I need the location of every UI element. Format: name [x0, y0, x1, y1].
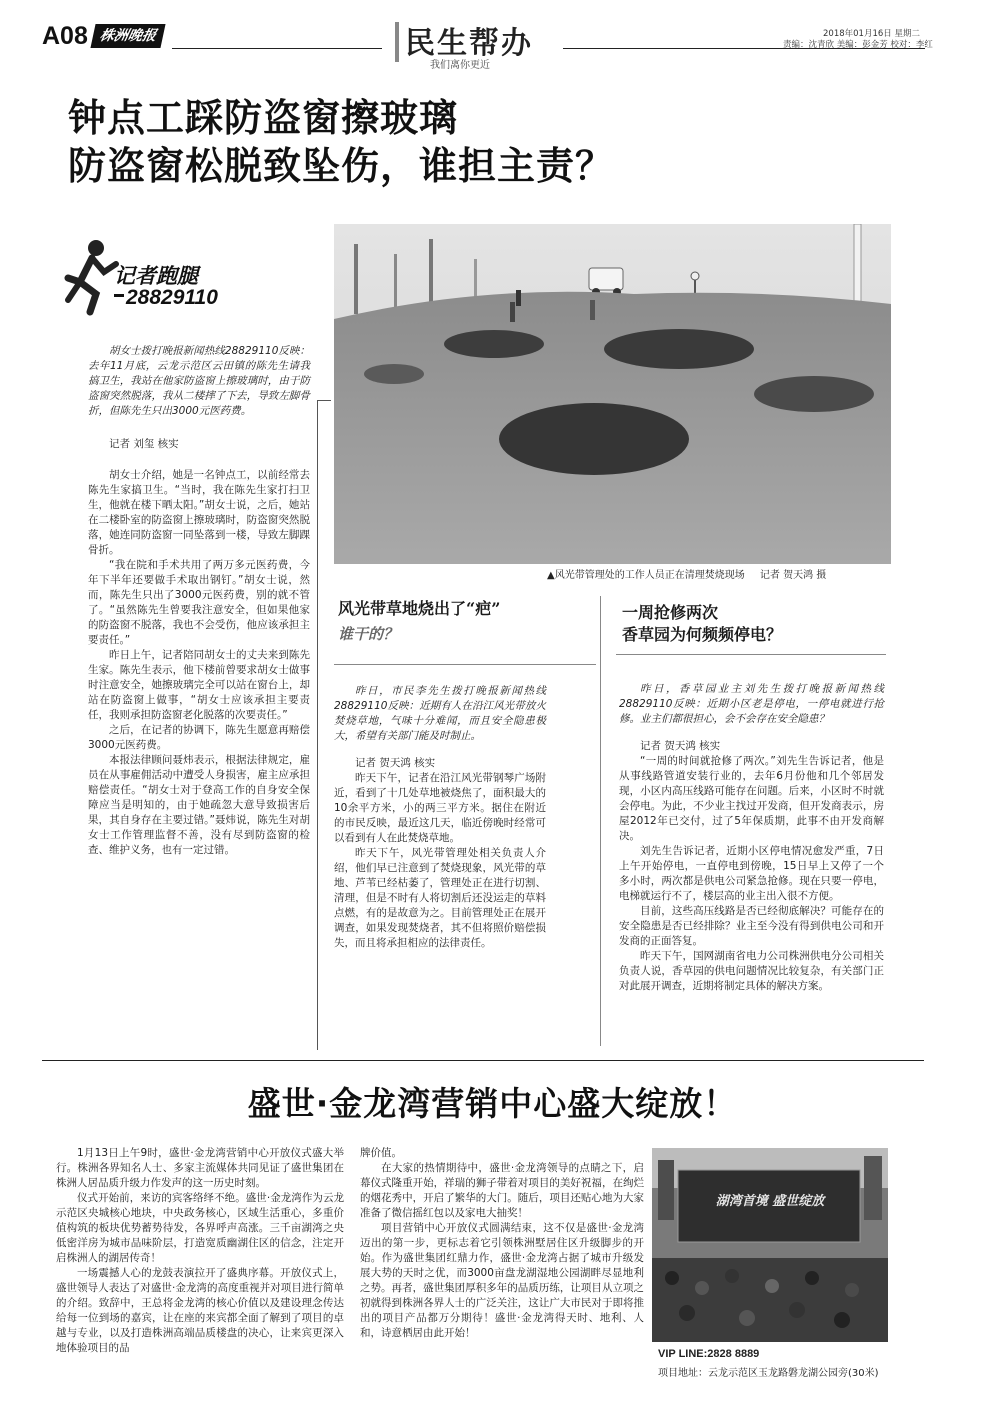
- headline-line-1: 钟点工踩防盗窗擦玻璃: [68, 96, 459, 140]
- article-2-title: 风光带草地烧出了“疤”: [338, 599, 501, 618]
- article-2-paragraph: 昨天下午，风光带管理处相关负责人介绍，他们早已注意到了焚烧现象，风光带的草地、芦苇已经枯萎了，管理处正在进行切割、清理，但是不时有人将切割后还没运走的草料点燃，有的是故意为之。目前管理处正在展开调查，如果发现焚烧者，其不但将照价赔偿损失，而且将承担相应的法律责任。: [334, 847, 546, 949]
- photo-credit: 记者 贺天鸿 摄: [759, 570, 827, 581]
- article-3-lead: 昨日，香草园业主刘先生拨打晚报新闻热线28829110反映：近期小区老是停电，一停电就进行抢修。业主们都很担心，会不会存在安全隐患？: [619, 683, 884, 725]
- section-slogan: 我们离你更近: [430, 60, 490, 71]
- article-3: [619, 682, 884, 994]
- article-3-title-line-2: 香草园为何频频停电？: [622, 625, 783, 644]
- ad-paragraph: 仪式开始前，来访的宾客络绎不绝。盛世·金龙湾作为云龙示范区央城核心地块，中央政务核心，区域生活重心，多重价值构筑的板块优势蓄势待发，各界呼声高涨。三千亩湖湾之央低密洋房为城市品味阶层，打造宽质幽湖住区的信念，注定开启株洲人的湖居传奇！: [56, 1192, 344, 1264]
- article-3-paragraph: 目前，这些高压线路是否已经彻底解决？可能存在的安全隐患是否已经排除？业主至今没有得到供电公司和开发商的正面答复。: [619, 905, 884, 947]
- article-2-byline: 记者 贺天鸿 核实: [355, 757, 436, 769]
- section-title: 民生帮办: [405, 26, 533, 61]
- reporter-logo-bar: [114, 294, 124, 297]
- article-1-paragraph: 胡女士介绍，她是一名钟点工，以前经常去陈先生家搞卫生。“当时，我在陈先生家打扫卫生，他就在楼下晒太阳。”胡女士说，之后，她站在二楼卧室的防盗窗上擦玻璃时，防盗窗突然脱落，她连同防盗窗一同坠落到一楼，导致左脚踝骨折。: [88, 469, 310, 556]
- article-3-paragraph: 昨天下午，国网湖南省电力公司株洲供电分公司相关负责人说，香草园的供电问题情况比较复杂，有关部门正对此展开调查，近期将制定具体的解决方案。: [619, 950, 884, 992]
- editor-credits: 责编：沈青欣 美编：彭金芳 校对：李红: [783, 40, 933, 50]
- article-3-title-line-1: 一周抢修两次: [622, 603, 719, 622]
- column-divider-tick: [317, 400, 331, 401]
- article-1-paragraph: 昨日上午，记者陪同胡女士的丈夫来到陈先生家。陈先生表示，他下楼前曾要求胡女士做事时注意安全，她擦玻璃完全可以站在窗台上，却站在防盗窗上做事，“胡女士应该承担主要责任，我则承担防盗窗老化脱落的次要责任。”: [88, 649, 310, 721]
- article-1-lead: 胡女士拨打晚报新闻热线28829110反映：去年11月底，云龙示范区云田镇的陈先生请我搞卫生，我站在他家防盗窗上擦玻璃时，由于防盗窗突然脱落，我从二楼摔了下去，导致左脚骨折，但陈先生只出3000元医药费。: [88, 345, 310, 417]
- article-2-title-rule: [334, 664, 596, 665]
- article-3-title-rule: [616, 654, 886, 655]
- reporter-logo: [62, 238, 262, 316]
- section-bar: [395, 22, 399, 62]
- column-divider: [600, 596, 601, 1046]
- column-divider: [317, 400, 318, 1050]
- ad-address: 项目地址：云龙示范区玉龙路磐龙湖公园旁(30米): [658, 1368, 879, 1379]
- reporter-logo-hotline: 28829110: [126, 286, 218, 309]
- article-1-byline: 记者 刘玺 核实: [109, 438, 179, 450]
- runner-icon: [62, 238, 122, 316]
- burnt-grass-scene: [334, 224, 891, 564]
- issue-date: 2018年01月16日 星期二: [823, 29, 920, 39]
- ad-photo-banner: 湖湾首境 盛世绽放: [715, 1194, 825, 1209]
- ad-paragraph: 一场震撼人心的龙鼓表演拉开了盛典序幕。开放仪式上，盛世领导人表达了对盛世·金龙湾的高度重视并对项目进行简单的介绍。致辞中，王总将金龙湾的核心价值以及建设理念传达给每一位到场的嘉宾，让在座的来宾都全面了解到了项目的卓越与专业，以及打造株洲高端品质楼盘的决心，让来宾更深入地体验项目的品: [56, 1267, 344, 1354]
- header-rule-left: [172, 48, 382, 49]
- photo-caption: [547, 566, 826, 581]
- page-number: A08: [42, 22, 88, 50]
- burnt-grass-photo: [334, 224, 891, 564]
- ad-vip-line: VIP LINE:2828 8889: [658, 1348, 760, 1360]
- ad-paragraph: 项目营销中心开放仪式圆满结束，这不仅是盛世·金龙湾迈出的第一步，更标志着它引领株洲墅居住区升级脚步的开始。作为盛世集团红鼎力作，盛世·金龙湾占据了城市升级发展大势的天时之优，而3000亩盘龙湖湿地公园湖畔尽显地利之势。再者，盛世集团厚积多年的品质历练，让项目从立项之初就得到株洲各界人士的广泛关注，这让广大市民对于即将推出的项目产品都万分期待！盛世·金龙湾得天时、地利、人和，诗意栖居由此开始！: [360, 1222, 644, 1339]
- article-2-paragraph: 昨天下午，记者在沿江风光带钢琴广场附近，看到了十几处草地被烧焦了，面积最大的10余平方米，小的两三平方米。据住在附近的市民反映，最近这几天，临近傍晚时经常可以看到有人在此焚烧草地。: [334, 772, 546, 844]
- ad-column-2: [360, 1146, 644, 1341]
- headline-line-2: 防盗窗松脱致坠伤，谁担主责？: [68, 144, 615, 188]
- article-1-paragraph: 本报法律顾问聂炜表示，根据法律规定，雇员在从事雇佣活动中遭受人身损害，雇主应承担赔偿责任。“胡女士对于登高工作的自身安全保障应当是明知的，由于她疏忽大意导致损害后果，其自身存在主要过错。”聂炜说，陈先生对胡女士工作管理监督不善，没有尽到防盗窗的检查、维护义务，也有一定过错。: [88, 754, 310, 856]
- ad-paragraph: 1月13日上午9时，盛世·金龙湾营销中心开放仪式盛大举行。株洲各界知名人士、多家主流媒体共同见证了盛世集团在株洲人居品质升级力作发声的这一历史时刻。: [56, 1147, 344, 1189]
- ad-column-1: [56, 1146, 344, 1356]
- ad-paragraph: 牌价值。: [360, 1147, 402, 1159]
- article-2-subtitle: 谁干的？: [338, 625, 399, 643]
- ad-headline: 盛世·金龙湾营销中心盛大绽放！: [247, 1084, 738, 1123]
- article-2-title-block: [338, 598, 598, 644]
- page-header: [0, 0, 985, 72]
- ad-top-rule: [42, 1060, 924, 1061]
- article-3-paragraph: 刘先生告诉记者，近期小区停电情况愈发严重，7日上午开始停电，一直停电到傍晚，15日早上又停了一个多小时，两次都是供电公司紧急抢修。现在只要一停电，电梯就运行不了，楼层高的业主出入很不方便。: [619, 845, 884, 902]
- article-3-paragraph: “一周的时间就抢修了两次。”刘先生告诉记者，他是从事线路管道安装行业的，去年6月份他和几个邻居发现，小区内高压线路可能存在问题。后来，小区时不时就会停电。为此，不少业主找过开发商，但开发商表示，房屋2012年已交付，过了5年保质期，此事不由开发商解决。: [619, 755, 884, 842]
- reporter-logo-title: 记者跑腿: [114, 264, 198, 288]
- article-2: [334, 684, 546, 951]
- photo-caption-text: ▲风光带管理处的工作人员正在清理焚烧现场: [547, 570, 745, 581]
- article-2-lead: 昨日，市民李先生拨打晚报新闻热线28829110反映：近期有人在沿江风光带放火焚烧草地，气味十分难闻，而且安全隐患极大，希望有关部门能及时制止。: [334, 685, 546, 742]
- paper-logo: 株洲晚报: [90, 24, 165, 48]
- article-1: [88, 344, 310, 858]
- ad-event-photo: [652, 1148, 888, 1342]
- article-3-title-block: [622, 602, 892, 646]
- ad-paragraph: 在大家的热情期待中，盛世·金龙湾领导的点睛之下，启幕仪式隆重开始，祥瑞的狮子带着对项目的美好祝福，在绚烂的烟花秀中，开启了繁华的大门。随后，项目还贴心地为大家准备了微信摇红包以及家电大抽奖！: [360, 1162, 644, 1219]
- article-1-paragraph: “我在院和手术共用了两万多元医药费，今年下半年还要做手术取出钢钉。”胡女士说，然而，陈先生只出了3000元医药费，别的就不管了。“虽然陈先生曾要我注意安全，但如果他家的防盗窗不脱落，我也不会受伤，他应该承担主要责任。”: [88, 559, 310, 646]
- article-3-byline: 记者 贺天鸿 核实: [640, 740, 721, 752]
- main-headline: [68, 95, 614, 191]
- article-1-paragraph: 之后，在记者的协调下，陈先生愿意再赔偿3000元医药费。: [88, 724, 310, 751]
- ad-event-scene: [652, 1148, 888, 1342]
